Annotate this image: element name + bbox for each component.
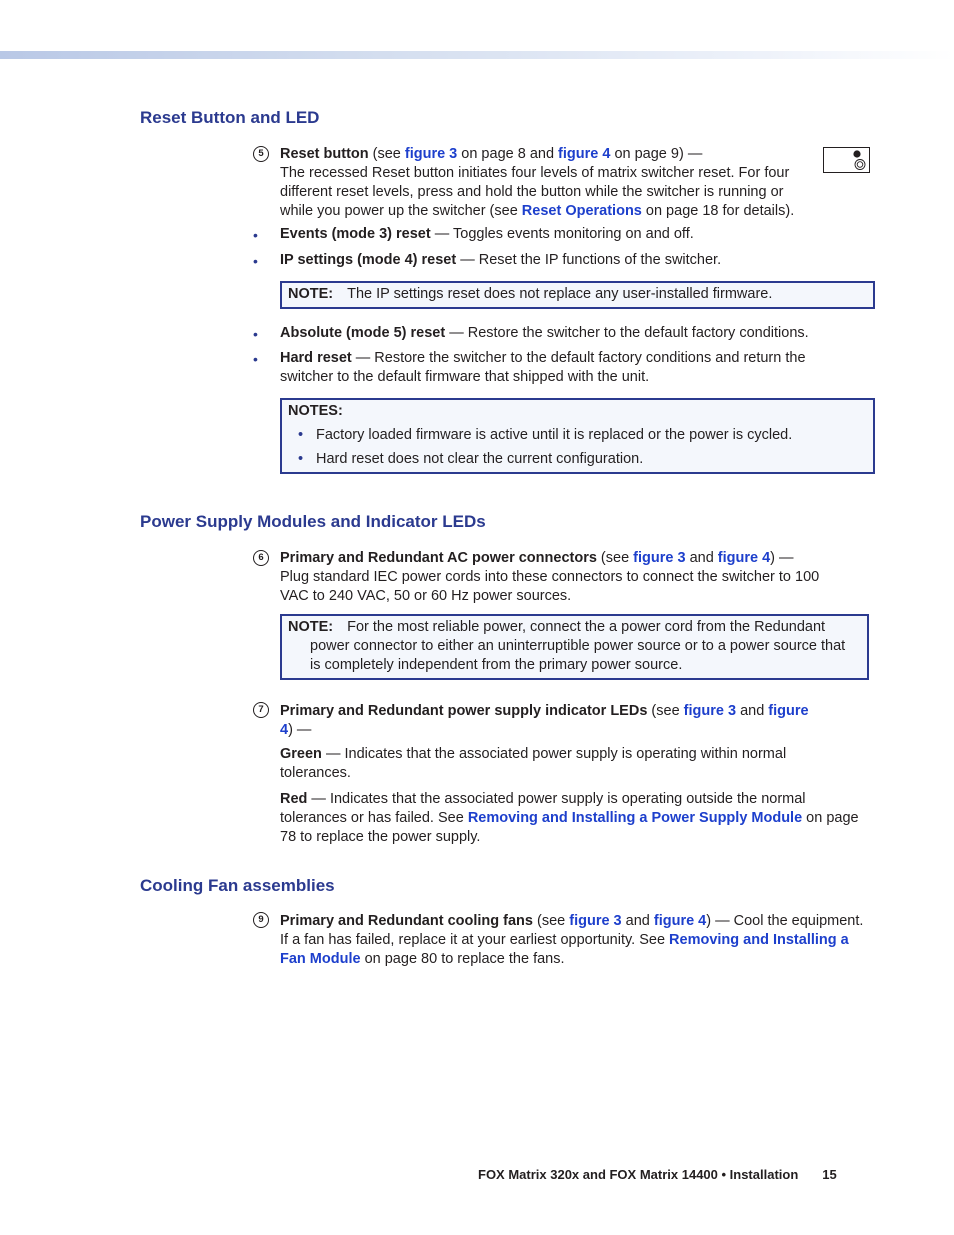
bullet-icon: •	[253, 253, 258, 269]
link-figure-3[interactable]: figure 3	[569, 913, 622, 929]
reset-description: The recessed Reset button initiates four levels of matrix switcher reset. For four different reset levels, press and hold the button while the switcher is running or while you power up the switcher (see	[280, 165, 790, 219]
link-figure-4[interactable]: figure 4	[717, 550, 771, 566]
note-label: NOTE:	[288, 619, 334, 635]
footer-title: FOX Matrix 320x and FOX Matrix 14400 • Installation	[478, 1167, 799, 1182]
red-term: Red	[280, 791, 308, 807]
text-span: on page 18 for details).	[641, 203, 795, 219]
link-figure-4[interactable]: figure 4	[558, 146, 611, 162]
callout-number-9: 9	[253, 912, 269, 928]
text-span: — Indicates that the associated power supply is operating within normal tolerances.	[280, 746, 787, 781]
text-span: — Toggles events monitoring on and off.	[430, 226, 694, 242]
bullet-icon: •	[253, 227, 258, 243]
reset-button-led-icon	[823, 147, 870, 173]
link-figure-3[interactable]: figure 3	[683, 703, 737, 719]
text-span: (see	[596, 550, 634, 566]
text-span: on page 78 to replace the power supply.	[280, 810, 859, 845]
bullet-ip-reset	[280, 251, 872, 270]
notes-list-item	[288, 426, 873, 445]
text-span: (see	[647, 703, 684, 719]
bullet-hard-reset	[280, 349, 855, 387]
text-span: on page 9) —	[610, 146, 703, 162]
notes-label: NOTES:	[288, 403, 343, 419]
text-span: (see	[532, 913, 570, 929]
page-number: 15	[822, 1167, 837, 1182]
cooling-fans-term: Primary and Redundant cooling fans	[280, 913, 533, 929]
red-led-paragraph	[280, 790, 862, 847]
ip-reset-term: IP settings (mode 4) reset	[280, 252, 457, 268]
text-span: and	[685, 550, 718, 566]
note-text: The IP settings reset does not replace any user-installed firmware.	[347, 286, 773, 302]
link-figure-4[interactable]: figure 4	[653, 913, 707, 929]
section-heading-cooling: Cooling Fan assemblies	[140, 876, 335, 895]
notes-box-firmware	[280, 398, 875, 474]
text-span: and	[736, 703, 769, 719]
green-term: Green	[280, 746, 322, 762]
text-span: on page 8 and	[457, 146, 559, 162]
text-span: — Indicates that the associated power supply is operating outside the normal tolerances or has failed. See	[280, 791, 806, 826]
note-label: NOTE:	[288, 286, 334, 302]
note-text: For the most reliable power, connect the a power cord from the Redundant power connector to either an uninterruptible power source or to a power source that is completely independent from the primary power source.	[310, 619, 846, 673]
note-box-ip	[280, 281, 875, 309]
link-reset-operations[interactable]: Reset Operations	[521, 203, 642, 219]
text-span: ) — Cool the equipment. If a fan has failed, replace it at your earliest opportunity. See	[280, 913, 864, 948]
psu-led-paragraph	[280, 702, 825, 740]
link-figure-3[interactable]: figure 3	[404, 146, 458, 162]
ac-power-description: Plug standard IEC power cords into these connectors to connect the switcher to 100 VAC to 240 VAC, 50 or 60 Hz power sources.	[280, 569, 820, 604]
bullet-icon: •	[253, 351, 258, 367]
link-figure-4[interactable]: figure 4	[280, 703, 809, 738]
reset-button-paragraph	[280, 145, 815, 221]
cooling-fans-paragraph	[280, 912, 872, 969]
notes-list-item	[288, 450, 873, 469]
link-removing-fan-module[interactable]: Removing and Installing a Fan Module	[280, 932, 849, 967]
text-span: — Restore the switcher to the default factory conditions and return the switcher to the default firmware that shipped with the unit.	[280, 350, 806, 385]
green-led-paragraph	[280, 745, 835, 783]
text-span: — Reset the IP functions of the switcher.	[456, 252, 722, 268]
page-footer	[478, 1167, 837, 1182]
text-span: on page 80 to replace the fans.	[360, 951, 565, 967]
bullet-events-reset	[280, 225, 872, 244]
link-removing-power-supply[interactable]: Removing and Installing a Power Supply Module	[467, 810, 803, 826]
bullet-icon: •	[298, 451, 304, 467]
text-span: ) —	[770, 550, 794, 566]
top-decorative-bar	[0, 51, 954, 59]
reset-button-term: Reset button	[280, 146, 369, 162]
note-box-power	[280, 614, 869, 680]
notes-item-text: Hard reset does not clear the current configuration.	[316, 451, 644, 467]
ac-power-paragraph	[280, 549, 855, 606]
section-heading-reset: Reset Button and LED	[140, 108, 320, 127]
bullet-icon: •	[253, 326, 258, 342]
text-span: (see	[368, 146, 405, 162]
bullet-icon: •	[298, 427, 304, 443]
events-reset-term: Events (mode 3) reset	[280, 226, 431, 242]
section-heading-power: Power Supply Modules and Indicator LEDs	[140, 512, 486, 531]
notes-item-text: Factory loaded firmware is active until it is replaced or the power is cycled.	[316, 427, 793, 443]
hard-reset-term: Hard reset	[280, 350, 352, 366]
bullet-absolute-reset	[280, 324, 872, 343]
ac-power-term: Primary and Redundant AC power connectors	[280, 550, 597, 566]
text-span: and	[621, 913, 654, 929]
callout-number-7: 7	[253, 702, 269, 718]
callout-number-5: 5	[253, 146, 269, 162]
link-figure-3[interactable]: figure 3	[633, 550, 686, 566]
callout-number-6: 6	[253, 550, 269, 566]
absolute-reset-term: Absolute (mode 5) reset	[280, 325, 446, 341]
text-span: ) —	[288, 722, 312, 738]
psu-led-term: Primary and Redundant power supply indicator LEDs	[280, 703, 648, 719]
text-span: — Restore the switcher to the default factory conditions.	[445, 325, 809, 341]
